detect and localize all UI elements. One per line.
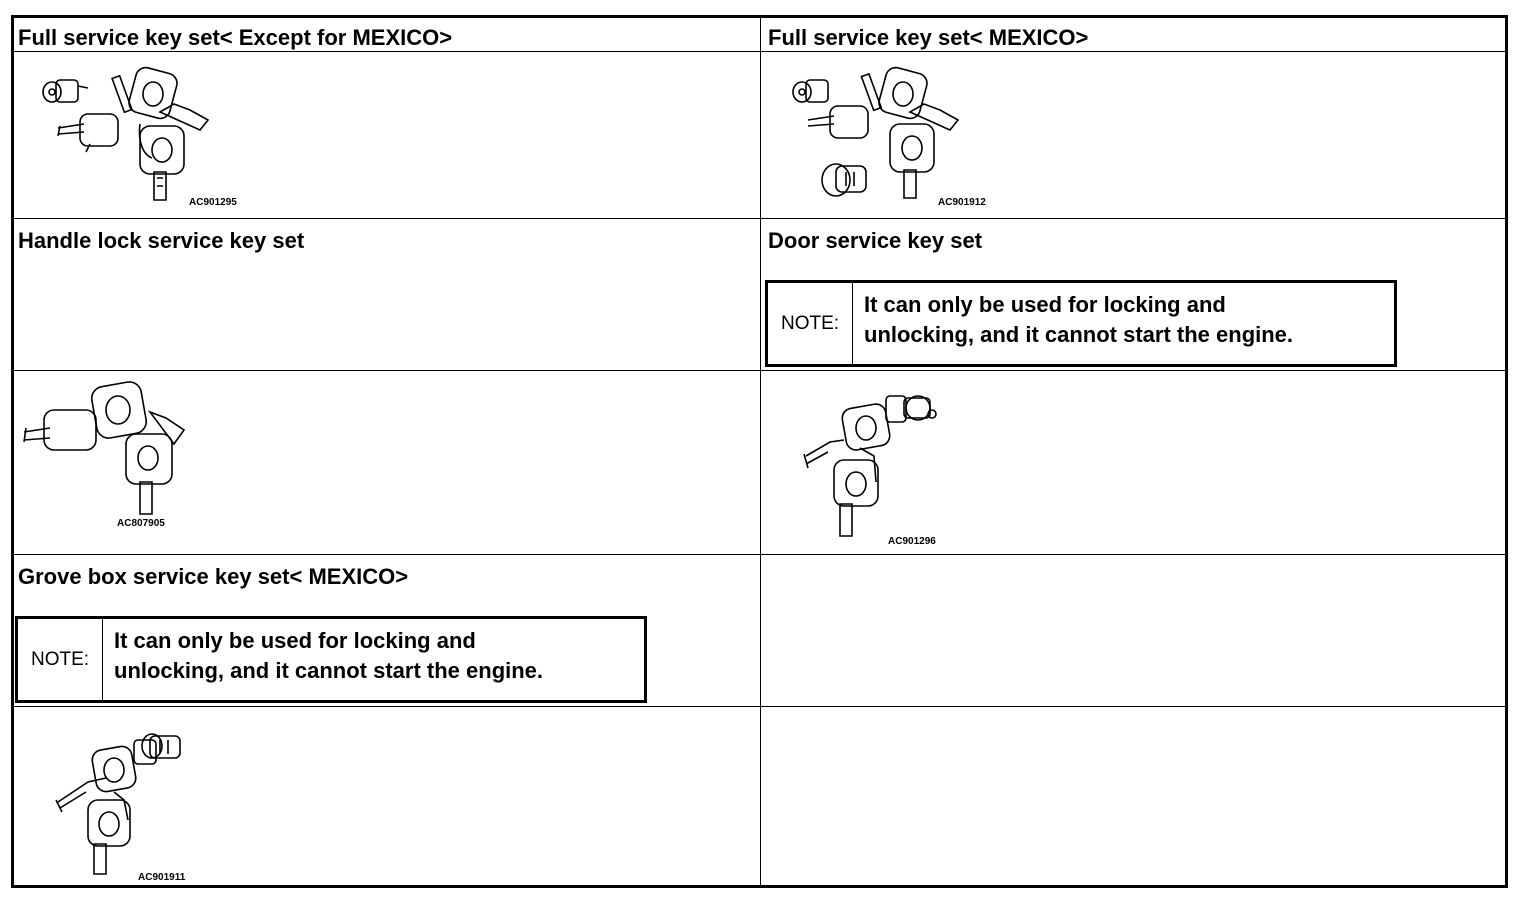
figure-code: AC901912: [938, 197, 986, 208]
note-line: It can only be used for locking and: [864, 292, 1226, 317]
note-line: unlocking, and it cannot start the engine.: [114, 658, 544, 683]
door-note-box: [765, 280, 1397, 367]
note-text: [114, 626, 636, 686]
row-divider: [11, 370, 1508, 371]
title-full-except-mexico: Full service key set< Except for MEXICO>: [18, 25, 453, 50]
glove-box-key-set-illustration: [54, 728, 204, 878]
figure-code: AC901295: [189, 197, 237, 208]
row-divider: [11, 51, 1508, 52]
note-line: unlocking, and it cannot start the engine.: [864, 322, 1294, 347]
title-door: Door service key set: [768, 228, 983, 253]
full-key-set-mexico-illustration: [790, 64, 970, 204]
note-label: NOTE:: [18, 619, 103, 700]
glove-box-note-box: [15, 616, 647, 703]
door-key-set-illustration: [800, 390, 970, 540]
figure-code: AC901296: [888, 536, 936, 547]
row-divider: [11, 218, 1508, 219]
row-divider: [11, 554, 1508, 555]
column-divider: [760, 15, 761, 888]
row-divider: [11, 706, 1508, 707]
title-full-mexico: Full service key set< MEXICO>: [768, 25, 1089, 50]
title-glove-box: Grove box service key set< MEXICO>: [18, 564, 409, 589]
title-handle-lock: Handle lock service key set: [18, 228, 305, 253]
handle-lock-key-set-illustration: [22, 378, 192, 518]
full-key-set-illustration: [40, 64, 220, 204]
figure-code: AC901911: [138, 872, 186, 883]
note-line: It can only be used for locking and: [114, 628, 476, 653]
note-text: [864, 290, 1386, 350]
note-label: NOTE:: [768, 283, 853, 364]
figure-code: AC807905: [117, 518, 165, 529]
